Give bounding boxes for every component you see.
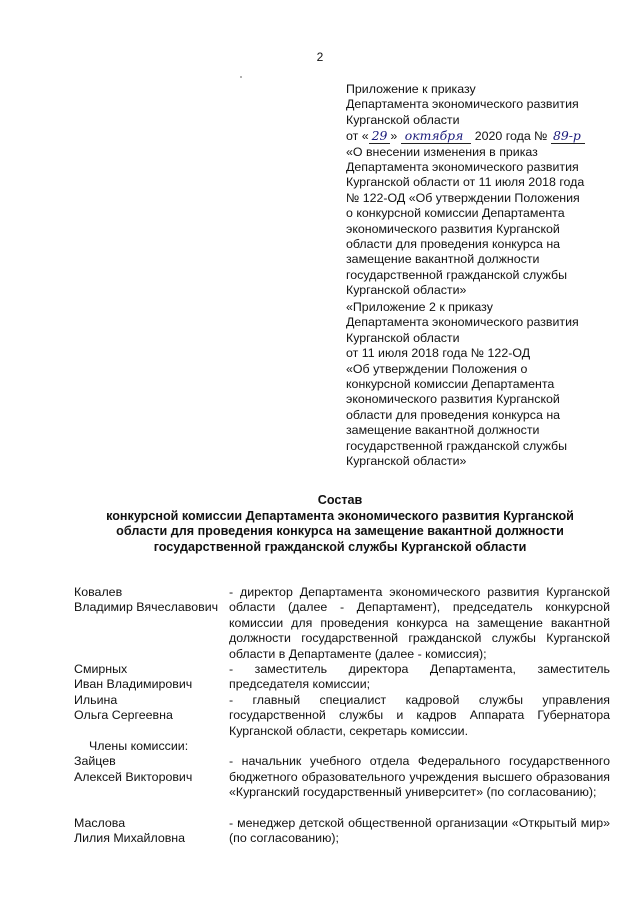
appendix-line: области для проведения конкурса на (346, 237, 561, 252)
document-title (60, 493, 620, 555)
person-role: - заместитель директора Департамента, заместитель председателя комиссии; (229, 662, 610, 692)
handwritten-day: 29 (369, 128, 391, 144)
appendix-line: Курганской области (346, 112, 460, 127)
appendix-line: государственной гражданской службы (346, 438, 568, 453)
appendix-line: Курганской области (346, 330, 460, 345)
appendix-line: конкурсной комиссии Департамента (346, 377, 555, 392)
person-surname: Маслова (74, 815, 126, 830)
person-name (74, 662, 229, 693)
appendix-line: замещение вакантной должности (346, 252, 540, 267)
appendix-line: «О внесении изменения в приказ (346, 144, 538, 159)
appendix-line: Департамента экономического развития (346, 97, 579, 112)
appendix-line: замещение вакантной должности (346, 423, 540, 438)
person-role: - начальник учебного отдела Федерального государственного бюджетного образовательного учреждения высшего образования «Курганский государственный университет» (по согласованию); (229, 754, 610, 800)
appendix-line: области для проведения конкурса на (346, 407, 561, 422)
appendix-line: экономического развития Курганской (346, 221, 560, 236)
appendix-line: Приложение к приказу (346, 82, 476, 96)
appendix-header-amendment (346, 82, 616, 299)
title-line: области для проведения конкурса на замещение вакантной должности (116, 524, 564, 539)
person-name (74, 693, 229, 739)
title-line: Состав (317, 493, 363, 507)
date-year: 2020 года № (474, 129, 548, 144)
appendix-line: государственной гражданской службы (346, 267, 568, 282)
person-given-names: Ольга Сергеевна (74, 708, 173, 723)
appendix-line: «Об утверждении Положения о (346, 361, 528, 376)
roster-entry (74, 816, 610, 847)
roster-entry (74, 754, 610, 800)
person-given-names: Иван Владимирович (74, 677, 193, 692)
roster-entry (74, 693, 610, 739)
person-name (74, 754, 229, 800)
person-role: - директор Департамента экономического развития Курганской области (далее - Департамент), председатель конкурсной комиссии для проведения конкурса на замещение вакантной должности государственной гражданской службы Курганской области в Департаменте (далее - комиссия); (229, 585, 610, 661)
date-mid: » (390, 129, 398, 144)
commission-roster (74, 585, 610, 847)
appendix-line: Курганской области от 11 июля 2018 года (346, 175, 585, 190)
appendix-line: № 122-ОД «Об утверждении Положения (346, 190, 580, 205)
person-surname: Ильина (74, 692, 118, 707)
person-surname: Зайцев (74, 754, 116, 769)
scan-speck (240, 76, 242, 78)
person-role: - менеджер детской общественной организации «Открытый мир» (по согласованию); (229, 815, 610, 846)
members-label: Члены комиссии: (89, 739, 189, 754)
handwritten-order-number: 89-р (551, 128, 585, 144)
appendix-line: Курганской области» (346, 454, 467, 469)
appendix-header-original (346, 300, 616, 469)
person-role: - главный специалист кадровой службы управления государственной службы и кадров Аппарата Губернатора Курганской области, секретарь комиссии. (229, 692, 610, 738)
person-surname: Ковалев (74, 585, 123, 599)
person-surname: Смирных (74, 662, 128, 677)
appendix-line: Курганской области» (346, 283, 467, 298)
person-given-names: Лилия Михайловна (74, 831, 186, 846)
page-number: 2 (316, 50, 324, 64)
roster-entry (74, 585, 610, 662)
person-name (74, 816, 229, 847)
person-name (74, 585, 229, 662)
handwritten-month: октября (401, 128, 472, 144)
roster-entry (74, 662, 610, 693)
appendix-line: от 11 июля 2018 года № 122-ОД (346, 346, 531, 361)
person-given-names: Владимир Вячеславович (74, 600, 219, 615)
person-given-names: Алексей Викторович (74, 769, 193, 784)
date-prefix: от « (346, 129, 369, 144)
title-line: государственной гражданской службы Курганской области (153, 539, 527, 554)
appendix-line: Департамента экономического развития (346, 315, 579, 330)
appendix-line: о конкурсной комиссии Департамента (346, 206, 565, 221)
appendix-line: Департамента экономического развития (346, 160, 579, 175)
title-line: конкурсной комиссии Департамента экономического развития Курганской (106, 508, 574, 523)
appendix-date-line (346, 128, 616, 144)
appendix-line: экономического развития Курганской (346, 392, 560, 407)
appendix-line: «Приложение 2 к приказу (346, 300, 493, 314)
